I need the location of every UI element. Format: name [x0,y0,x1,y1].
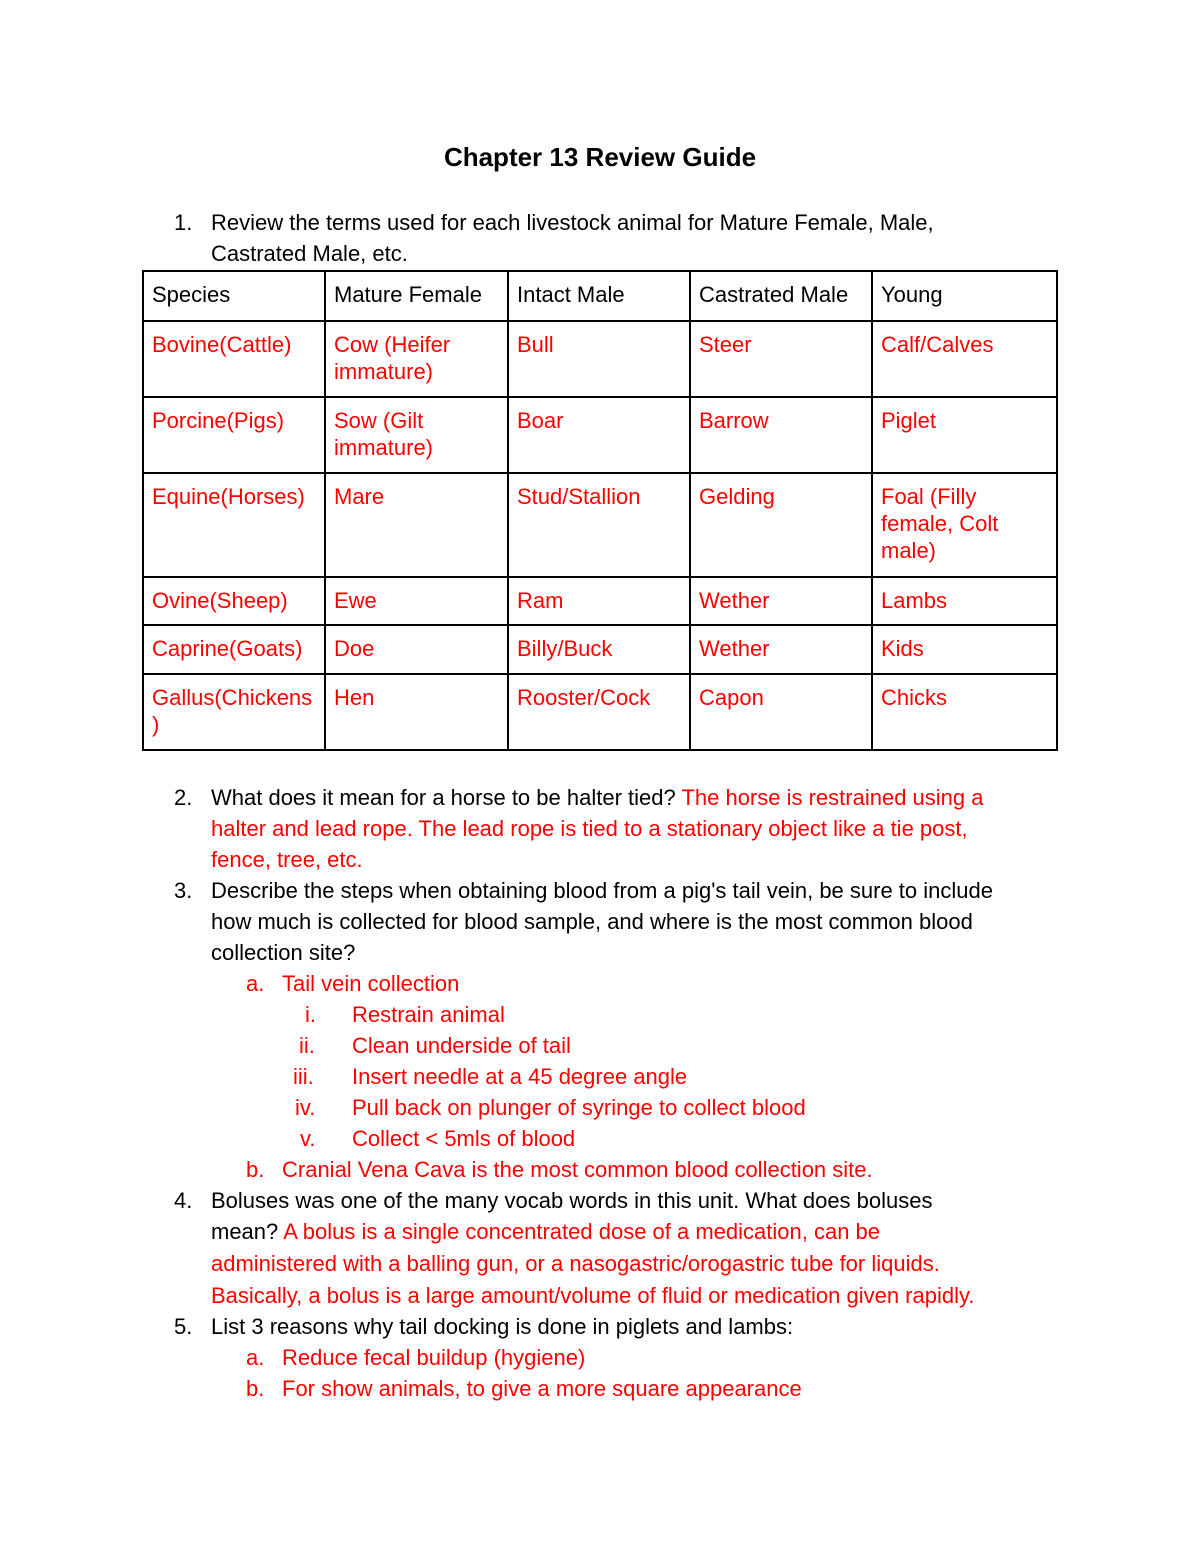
table-cell: Barrow [690,397,872,473]
table-cell: Gelding [690,473,872,577]
list-marker: b. [246,1157,265,1182]
list-marker: i. [305,1002,316,1027]
table-cell: Billy/Buck [508,625,690,674]
table-cell: Equine(Horses) [143,473,325,577]
table-row [143,577,1057,625]
table-cell: Foal (Filly female, Colt male) [872,473,1057,577]
list-marker: ii. [299,1033,315,1058]
answer-text: The horse is restrained using a [681,785,984,810]
header-cell: Young [872,271,1057,321]
table-cell: Boar [508,397,690,473]
answer-text: Basically, a bolus is a large amount/volume of fluid or medication given rapidly. [211,1283,975,1308]
list-item: For show animals, to give a more square appearance [282,1376,802,1401]
table-row [143,674,1057,750]
list-item: Restrain animal [352,1002,505,1027]
header-cell: Intact Male [508,271,690,321]
table-cell: Stud/Stallion [508,473,690,577]
question-text: Review the terms used for each livestock animal for Mature Female, Male, [211,210,934,235]
table-cell: Cow (Heifer immature) [325,321,508,397]
list-item: Clean underside of tail [352,1033,571,1058]
table-row [143,321,1057,397]
table-row [143,473,1057,577]
question-number: 5. [174,1314,193,1339]
table-cell: Wether [690,577,872,625]
table-cell: Capon [690,674,872,750]
table-cell: Bovine(Cattle) [143,321,325,397]
table-cell: Kids [872,625,1057,674]
question-line [211,1216,1061,1247]
table-cell: Caprine(Goats) [143,625,325,674]
question-text: What does it mean for a horse to be halter tied? [211,785,676,810]
question-number: 2. [174,785,193,810]
answer-text: A bolus is a single concentrated dose of a medication, can be [283,1219,881,1244]
answer-text: administered with a balling gun, or a nasogastric/orogastric tube for liquids. [211,1251,940,1276]
list-marker: v. [300,1126,316,1151]
question-text: how much is collected for blood sample, and where is the most common blood [211,909,973,934]
question-text: Castrated Male, etc. [211,241,408,266]
question-text: Boluses was one of the many vocab words in this unit. What does boluses [211,1188,933,1213]
table-cell: Gallus(Chickens) [143,674,325,750]
list-item: Reduce fecal buildup (hygiene) [282,1345,586,1370]
question-line [211,782,1061,813]
question-text: List 3 reasons why tail docking is done in piglets and lambs: [211,1314,794,1339]
table-row [143,625,1057,674]
document-title: Chapter 13 Review Guide [443,142,757,172]
table-cell: Hen [325,674,508,750]
question-text: Describe the steps when obtaining blood from a pig's tail vein, be sure to include [211,878,993,903]
list-marker: b. [246,1376,265,1401]
list-item: Tail vein collection [282,971,460,996]
table-cell: Lambs [872,577,1057,625]
list-item: Pull back on plunger of syringe to collect blood [352,1095,806,1120]
table-cell: Doe [325,625,508,674]
header-cell: Species [143,271,325,321]
livestock-terms-table [142,270,1058,751]
question-number: 1. [174,210,193,235]
table-cell: Calf/Calves [872,321,1057,397]
answer-text: halter and lead rope. The lead rope is tied to a stationary object like a tie post, [211,816,968,841]
table-cell: Ovine(Sheep) [143,577,325,625]
list-marker: iii. [293,1064,314,1089]
list-marker: a. [246,1345,265,1370]
table-row [143,397,1057,473]
table-cell: Piglet [872,397,1057,473]
list-item: Collect < 5mls of blood [352,1126,576,1151]
answer-text: fence, tree, etc. [211,847,363,872]
table-cell: Wether [690,625,872,674]
list-item: Insert needle at a 45 degree angle [352,1064,688,1089]
table-cell: Porcine(Pigs) [143,397,325,473]
table-cell: Ram [508,577,690,625]
table-cell: Sow (Gilt immature) [325,397,508,473]
table-cell: Ewe [325,577,508,625]
table-cell: Rooster/Cock [508,674,690,750]
header-cell: Mature Female [325,271,508,321]
list-marker: a. [246,971,265,996]
question-text: collection site? [211,940,356,965]
table-cell: Mare [325,473,508,577]
table-cell: Bull [508,321,690,397]
question-text: mean? [211,1219,279,1244]
header-cell: Castrated Male [690,271,872,321]
question-number: 4. [174,1188,193,1213]
list-marker: iv. [295,1095,316,1120]
table-header-row [143,271,1057,321]
list-item: Cranial Vena Cava is the most common blood collection site. [282,1157,873,1182]
question-number: 3. [174,878,193,903]
table-cell: Steer [690,321,872,397]
table-cell: Chicks [872,674,1057,750]
